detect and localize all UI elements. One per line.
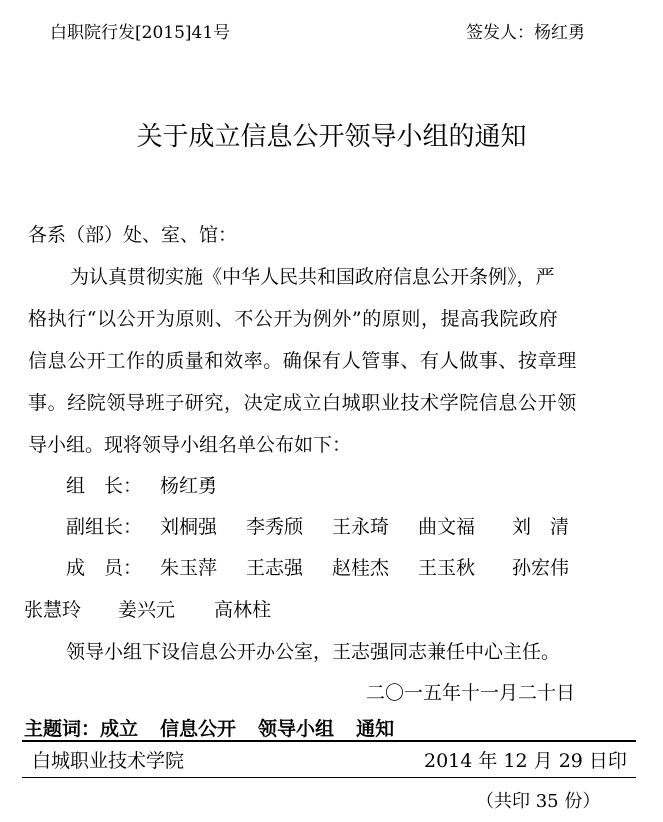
keywords-line — [24, 714, 394, 741]
print-date: 2014 年 12 月 29 日印 — [424, 750, 627, 772]
member-label: 成 员： — [66, 557, 143, 579]
member-name: 张慧玲 — [24, 599, 82, 621]
leader-name: 杨红勇 — [160, 475, 218, 497]
page-title: 关于成立信息公开领导小组的通知 — [136, 122, 527, 152]
divider — [22, 740, 636, 742]
deputy-name: 李秀颀 — [246, 516, 304, 538]
deputy-name: 刘 清 — [512, 516, 570, 538]
body-line-3: 信息公开工作的质量和效率。确保有人管事、有人做事、按章理 — [28, 350, 577, 372]
keyword: 通知 — [356, 718, 395, 740]
member-name: 朱玉萍 — [160, 557, 218, 579]
deputy-name: 刘桐强 — [160, 516, 218, 538]
member-name: 高林柱 — [214, 599, 272, 621]
body-line-1: 为认真贯彻实施《中华人民共和国政府信息公开条例》，严 — [70, 266, 555, 288]
body-line-4: 事。经院领导班子研究，决定成立白城职业技术学院信息公开领 — [28, 392, 577, 414]
document-number: 白职院行发[2015]41号 — [50, 23, 231, 43]
issuer: 白城职业技术学院 — [32, 750, 185, 772]
member-name: 王玉秋 — [418, 557, 476, 579]
keyword: 信息公开 — [160, 718, 237, 740]
member-name: 姜兴元 — [118, 599, 176, 621]
keyword: 成立 — [100, 718, 139, 740]
deputy-label: 副组长： — [66, 516, 143, 538]
deputy-name: 王永琦 — [332, 516, 390, 538]
body-line-2: 格执行“以公开为原则、不公开为例外”的原则，提高我院政府 — [28, 308, 559, 330]
member-name: 赵桂杰 — [332, 557, 390, 579]
copies-count: （共印 35 份） — [476, 791, 601, 812]
member-name: 王志强 — [246, 557, 304, 579]
body-line-5: 导小组。现将领导小组名单公布如下： — [28, 434, 352, 456]
salutation: 各系（部）处、室、馆： — [28, 224, 238, 246]
deputy-name: 曲文福 — [418, 516, 476, 538]
divider — [22, 777, 636, 778]
office-note: 领导小组下设信息公开办公室，王志强同志兼任中心主任。 — [66, 641, 561, 663]
signer: 签发人：杨红勇 — [466, 23, 585, 43]
issue-date: 二〇一五年十一月二十日 — [366, 682, 576, 704]
member-name: 孙宏伟 — [512, 557, 570, 579]
keywords-label: 主题词： — [24, 718, 101, 740]
leader-label: 组 长： — [66, 475, 143, 497]
keyword: 领导小组 — [258, 718, 335, 740]
